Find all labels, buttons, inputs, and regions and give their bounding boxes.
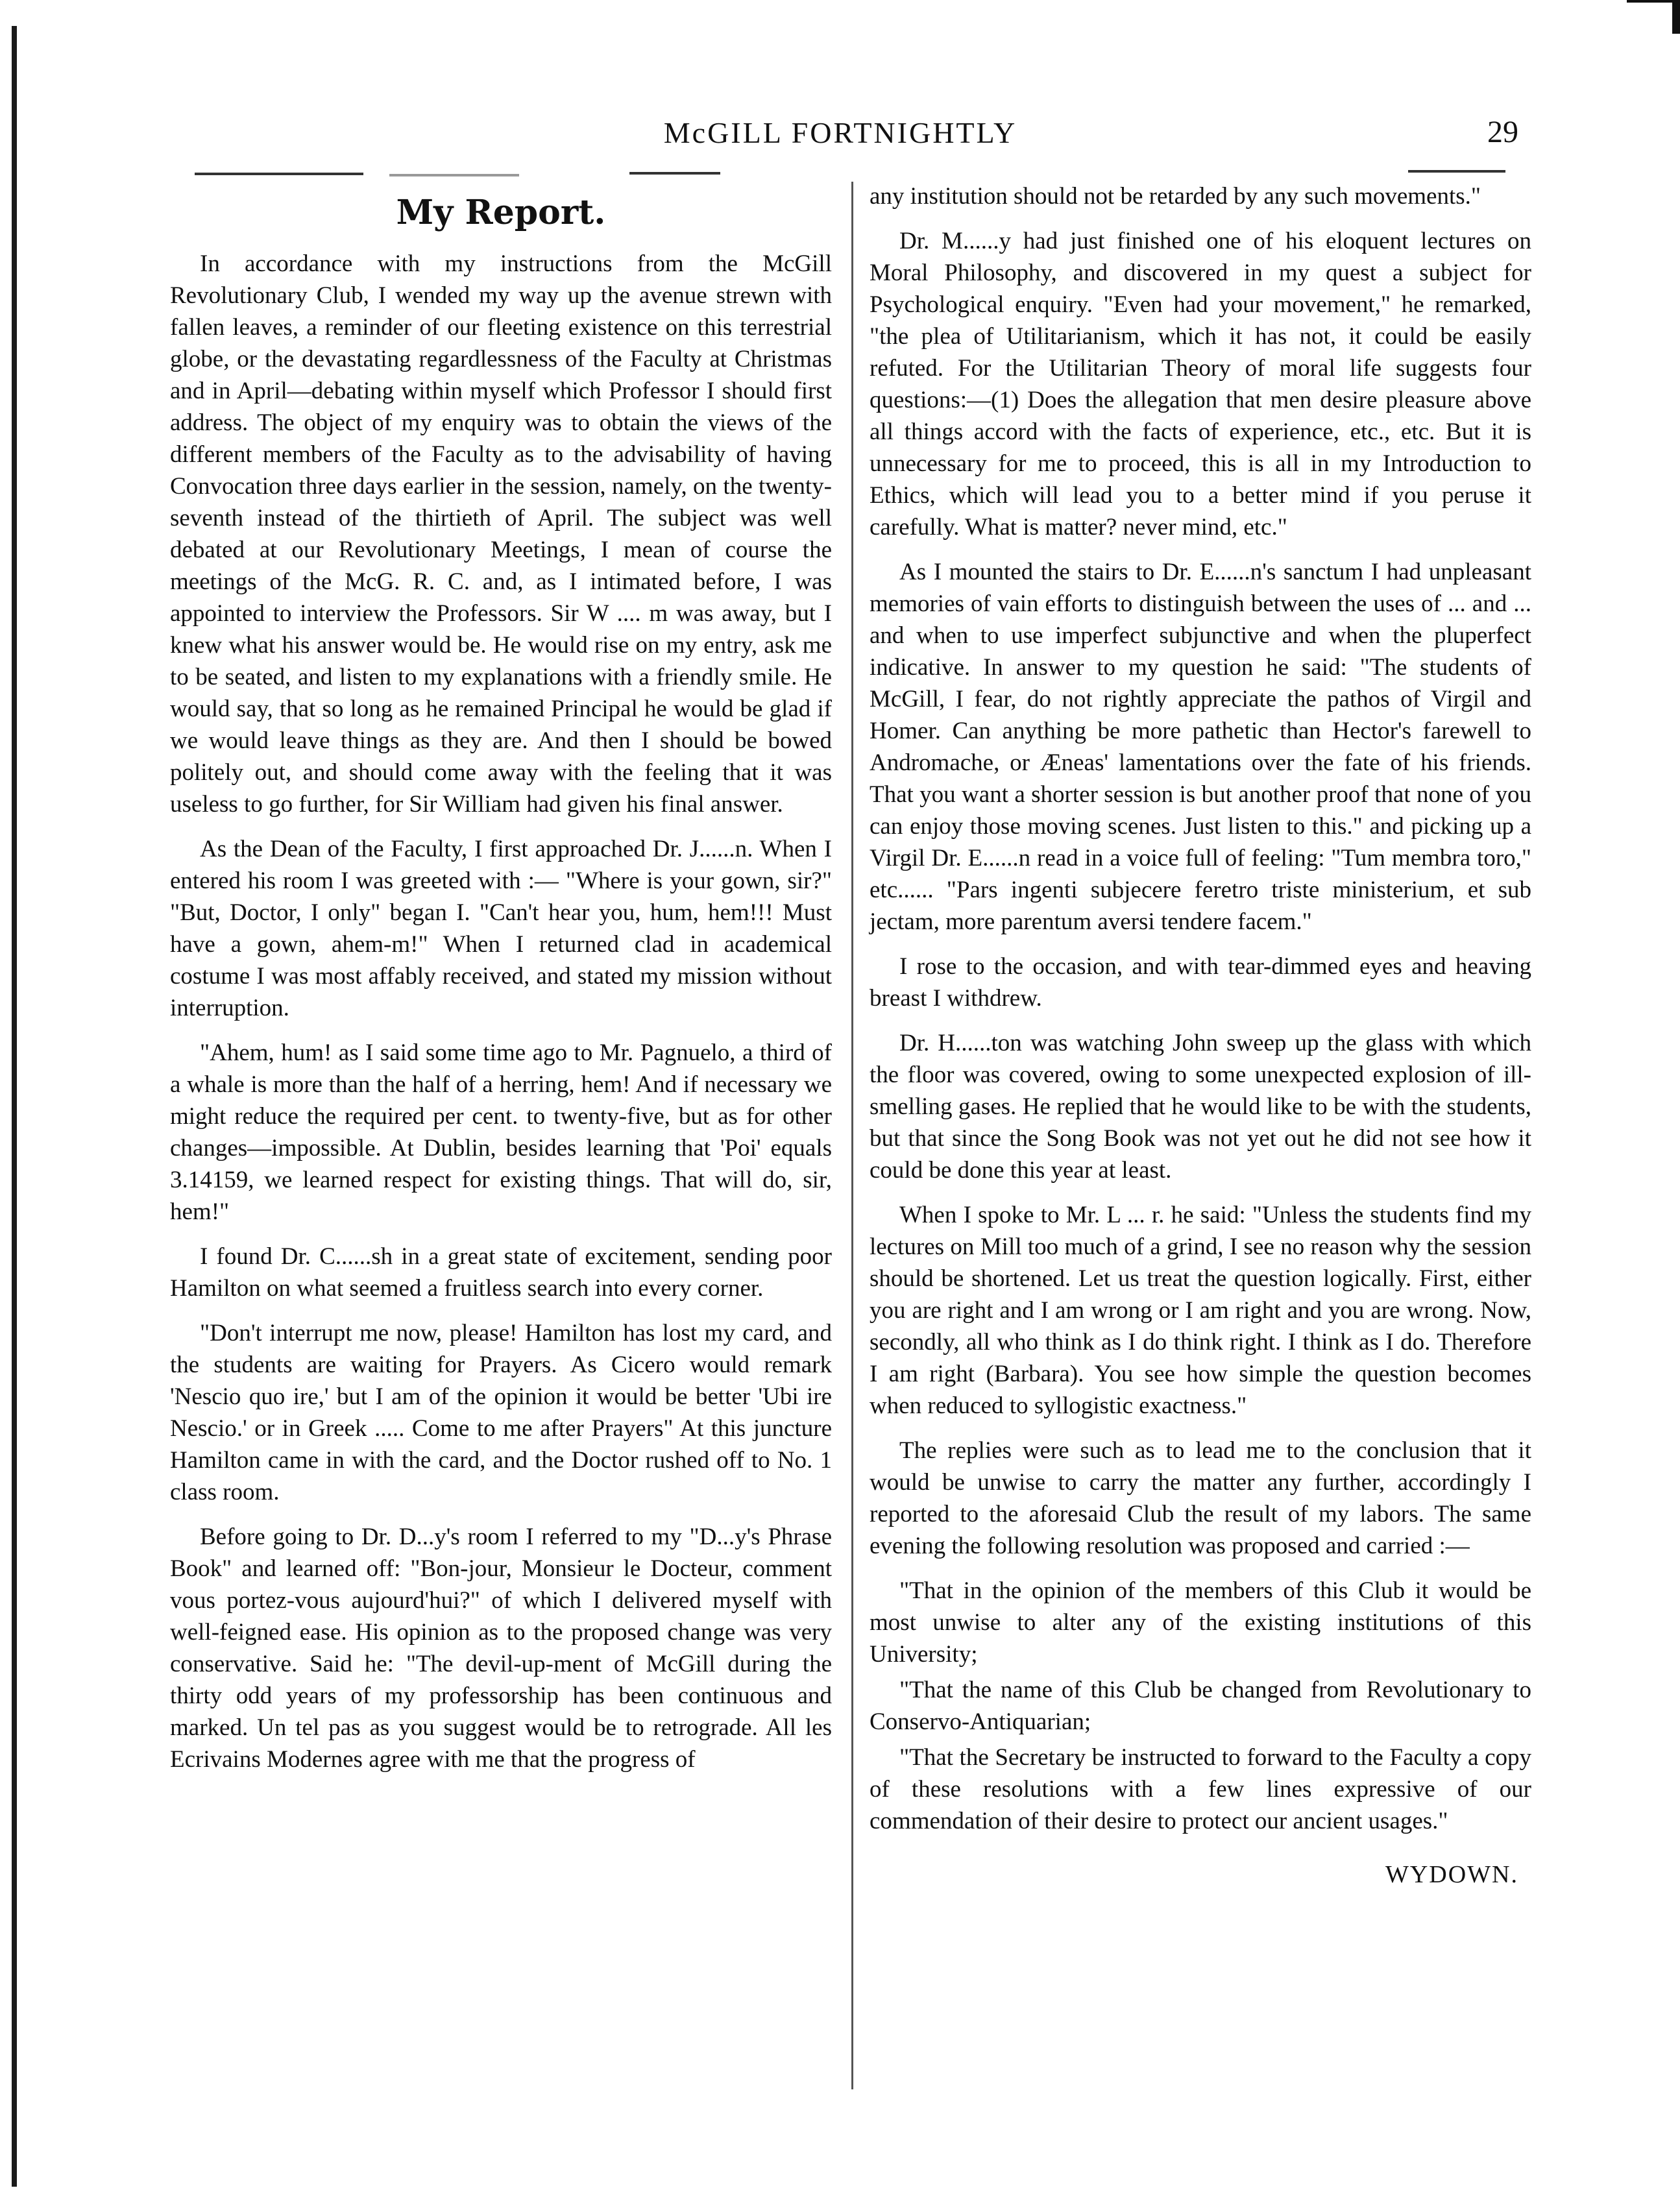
page-number: 29 [1487,115,1518,149]
left-column [170,180,832,1788]
paragraph: Dr. H......ton was watching John sweep up the glass with which the floor was covered, owing to some unexpected explosion of ill-smelling gases. He replied that he would like to be with the students, but that since the Song Book was not yet out he did not see how it could be done this year at least. [870,1030,1531,1184]
header-rule [195,173,363,175]
paragraph: "Ahem, hum! as I said some time ago to Mr. Pagnuelo, a third of a whale is more than the half of a herring, hem! And if necessary we might reduce the required per cent. to twenty-five, but as for other changes—impossible. At Dublin, besides learning that 'Poi' equals 3.14159, we learned respect for existing things. That will do, sir, hem!" [170,1039,832,1225]
article-title: My Report. [396,193,606,232]
header-rule [629,172,720,175]
scan-corner-mark [1627,0,1680,34]
paragraph: As I mounted the stairs to Dr. E......n's sanctum I had unpleasant memories of vain efforts to distinguish between the uses of ... and ... and when to use imperfect subjunctive and when the pluperfect indicative. In answer to my question he said: "The students of McGill, I fear, do not rightly appreciate the pathos of Virgil and Homer. Can anything be more pathetic than Hector's farewell to Andromache, or Æneas' lamentations over the fate of his friends. That you want a shorter session is but another proof that none of you can enjoy those moving scenes. Just listen to this." and picking up a Virgil Dr. E......n read in a voice full of feeling: "Tum membra toro," etc...... "Pars ingenti subjecere feretro triste ministerium, et sub jectam, more parentum aversi tendere facem." [870,559,1531,935]
scan-binding-edge [12,26,17,2187]
paragraph: When I spoke to Mr. L ... r. he said: "Unless the students find my lectures on Mill too much of a grind, I see no reason why the session should be shortened. Let us treat the question logically. First, either you are right and I am wrong or I am right and you are wrong. Now, secondly, all who think as I do think right. I think as I do. Therefore I am right (Barbara). You see how simple the question becomes when reduced to syllogistic exactness." [870,1202,1531,1419]
paragraph: Dr. M......y had just finished one of his eloquent lectures on Moral Philosophy, and discovered in my quest a subject for Psychological enquiry. "Even had your movement," he remarked, "the plea of Utilitarianism, which it has not, it could be easily refuted. For the Utilitarian Theory of moral life suggests four questions:—(1) Does the allegation that men desire pleasure above all things accord with the facts of experience, etc., etc. But it is unnecessary for me to proceed, this is all in my Introduction to Ethics, which will lead you to a better mind if you peruse it carefully. What is matter? never mind, etc." [870,228,1531,541]
author-signature: WYDOWN. [1385,1861,1518,1888]
paragraph: The replies were such as to lead me to the conclusion that it would be unwise to carry the matter any further, accordingly I reported to the aforesaid Club the result of my labors. The same evening the following resolution was proposed and carried :— [870,1437,1531,1559]
resolution-paragraph: "That in the opinion of the members of this Club it would be most unwise to alter any of the existing institutions of this University; [870,1577,1531,1668]
paragraph: "Don't interrupt me now, please! Hamilton has lost my card, and the students are waiting for Prayers. As Cicero would remark 'Nescio quo ire,' but I am of the opinion it would be better 'Ubi ire Nescio.' or in Greek ..... Come to me after Prayers" At this juncture Hamilton came in with the card, and the Doctor rushed off to No. 1 class room. [170,1320,832,1505]
paragraph: In accordance with my instructions from the McGill Revolutionary Club, I wended my way up the avenue strewn with fallen leaves, a reminder of our fleeting existence on this terrestrial globe, or the devastating regardlessness of the Faculty at Christmas and in April—debating within myself which Professor I should first address. The object of my enquiry was to obtain the views of the different members of the Faculty as to the advisability of having Convocation three days earlier in the session, namely, on the twenty-seventh instead of the thirtieth of April. The subject was well debated at our Revolutionary Meetings, I mean of course the meetings of the McG. R. C. and, as I intimated before, I was appointed to interview the Professors. Sir W .... m was away, but I knew what his answer would be. He would rise on my entry, ask me to be seated, and listen to my explanations with a friendly smile. He would say, that so long as he remained Principal he would be glad if we would leave things as they are. And then I should be bowed politely out, and should come away with the feeling that it was useless to go further, for Sir William had given his final answer. [170,250,832,818]
page-header [162,97,1518,149]
paragraph: I found Dr. C......sh in a great state of excitement, sending poor Hamilton on what seemed a fruitless search into every corner. [170,1243,832,1302]
paragraph: I rose to the occasion, and with tear-dimmed eyes and heaving breast I withdrew. [870,953,1531,1012]
resolution-paragraph: "That the Secretary be instructed to forward to the Faculty a copy of these resolutions with a few lines expressive of our commendation of their desire to protect our ancient usages." [870,1744,1531,1834]
header-rule [389,174,519,176]
column-divider [851,182,853,2089]
resolution-paragraph: "That the name of this Club be changed from Revolutionary to Conservo-Antiquarian; [870,1677,1531,1735]
paragraph: any institution should not be retarded by any such movements." [870,183,1481,210]
running-title: McGILL FORTNIGHTLY [663,116,1017,149]
header-rule [1408,170,1505,173]
paragraph: Before going to Dr. D...y's room I referred to my "D...y's Phrase Book" and learned off: "Bon-jour, Monsieur le Docteur, comment vous portez-vous aujourd'hui?" of which I delivered myself with well-feigned ease. His opinion as to the proposed change was very conservative. Said he: "The devil-up-ment of McGill during the thirty odd years of my professorship has been continuous and marked. Un tel pas as you suggest would be to retrograde. All les Ecrivains Modernes agree with me that the progress of [170,1524,832,1773]
paragraph: As the Dean of the Faculty, I first approached Dr. J......n. When I entered his room I was greeted with :— "Where is your gown, sir?" "But, Doctor, I only" began I. "Can't hear you, hum, hem!!! Must have a gown, ahem-m!" When I returned clad in academical costume I was most affably received, and stated my mission without interruption. [170,836,832,1021]
right-column [870,180,1531,1891]
